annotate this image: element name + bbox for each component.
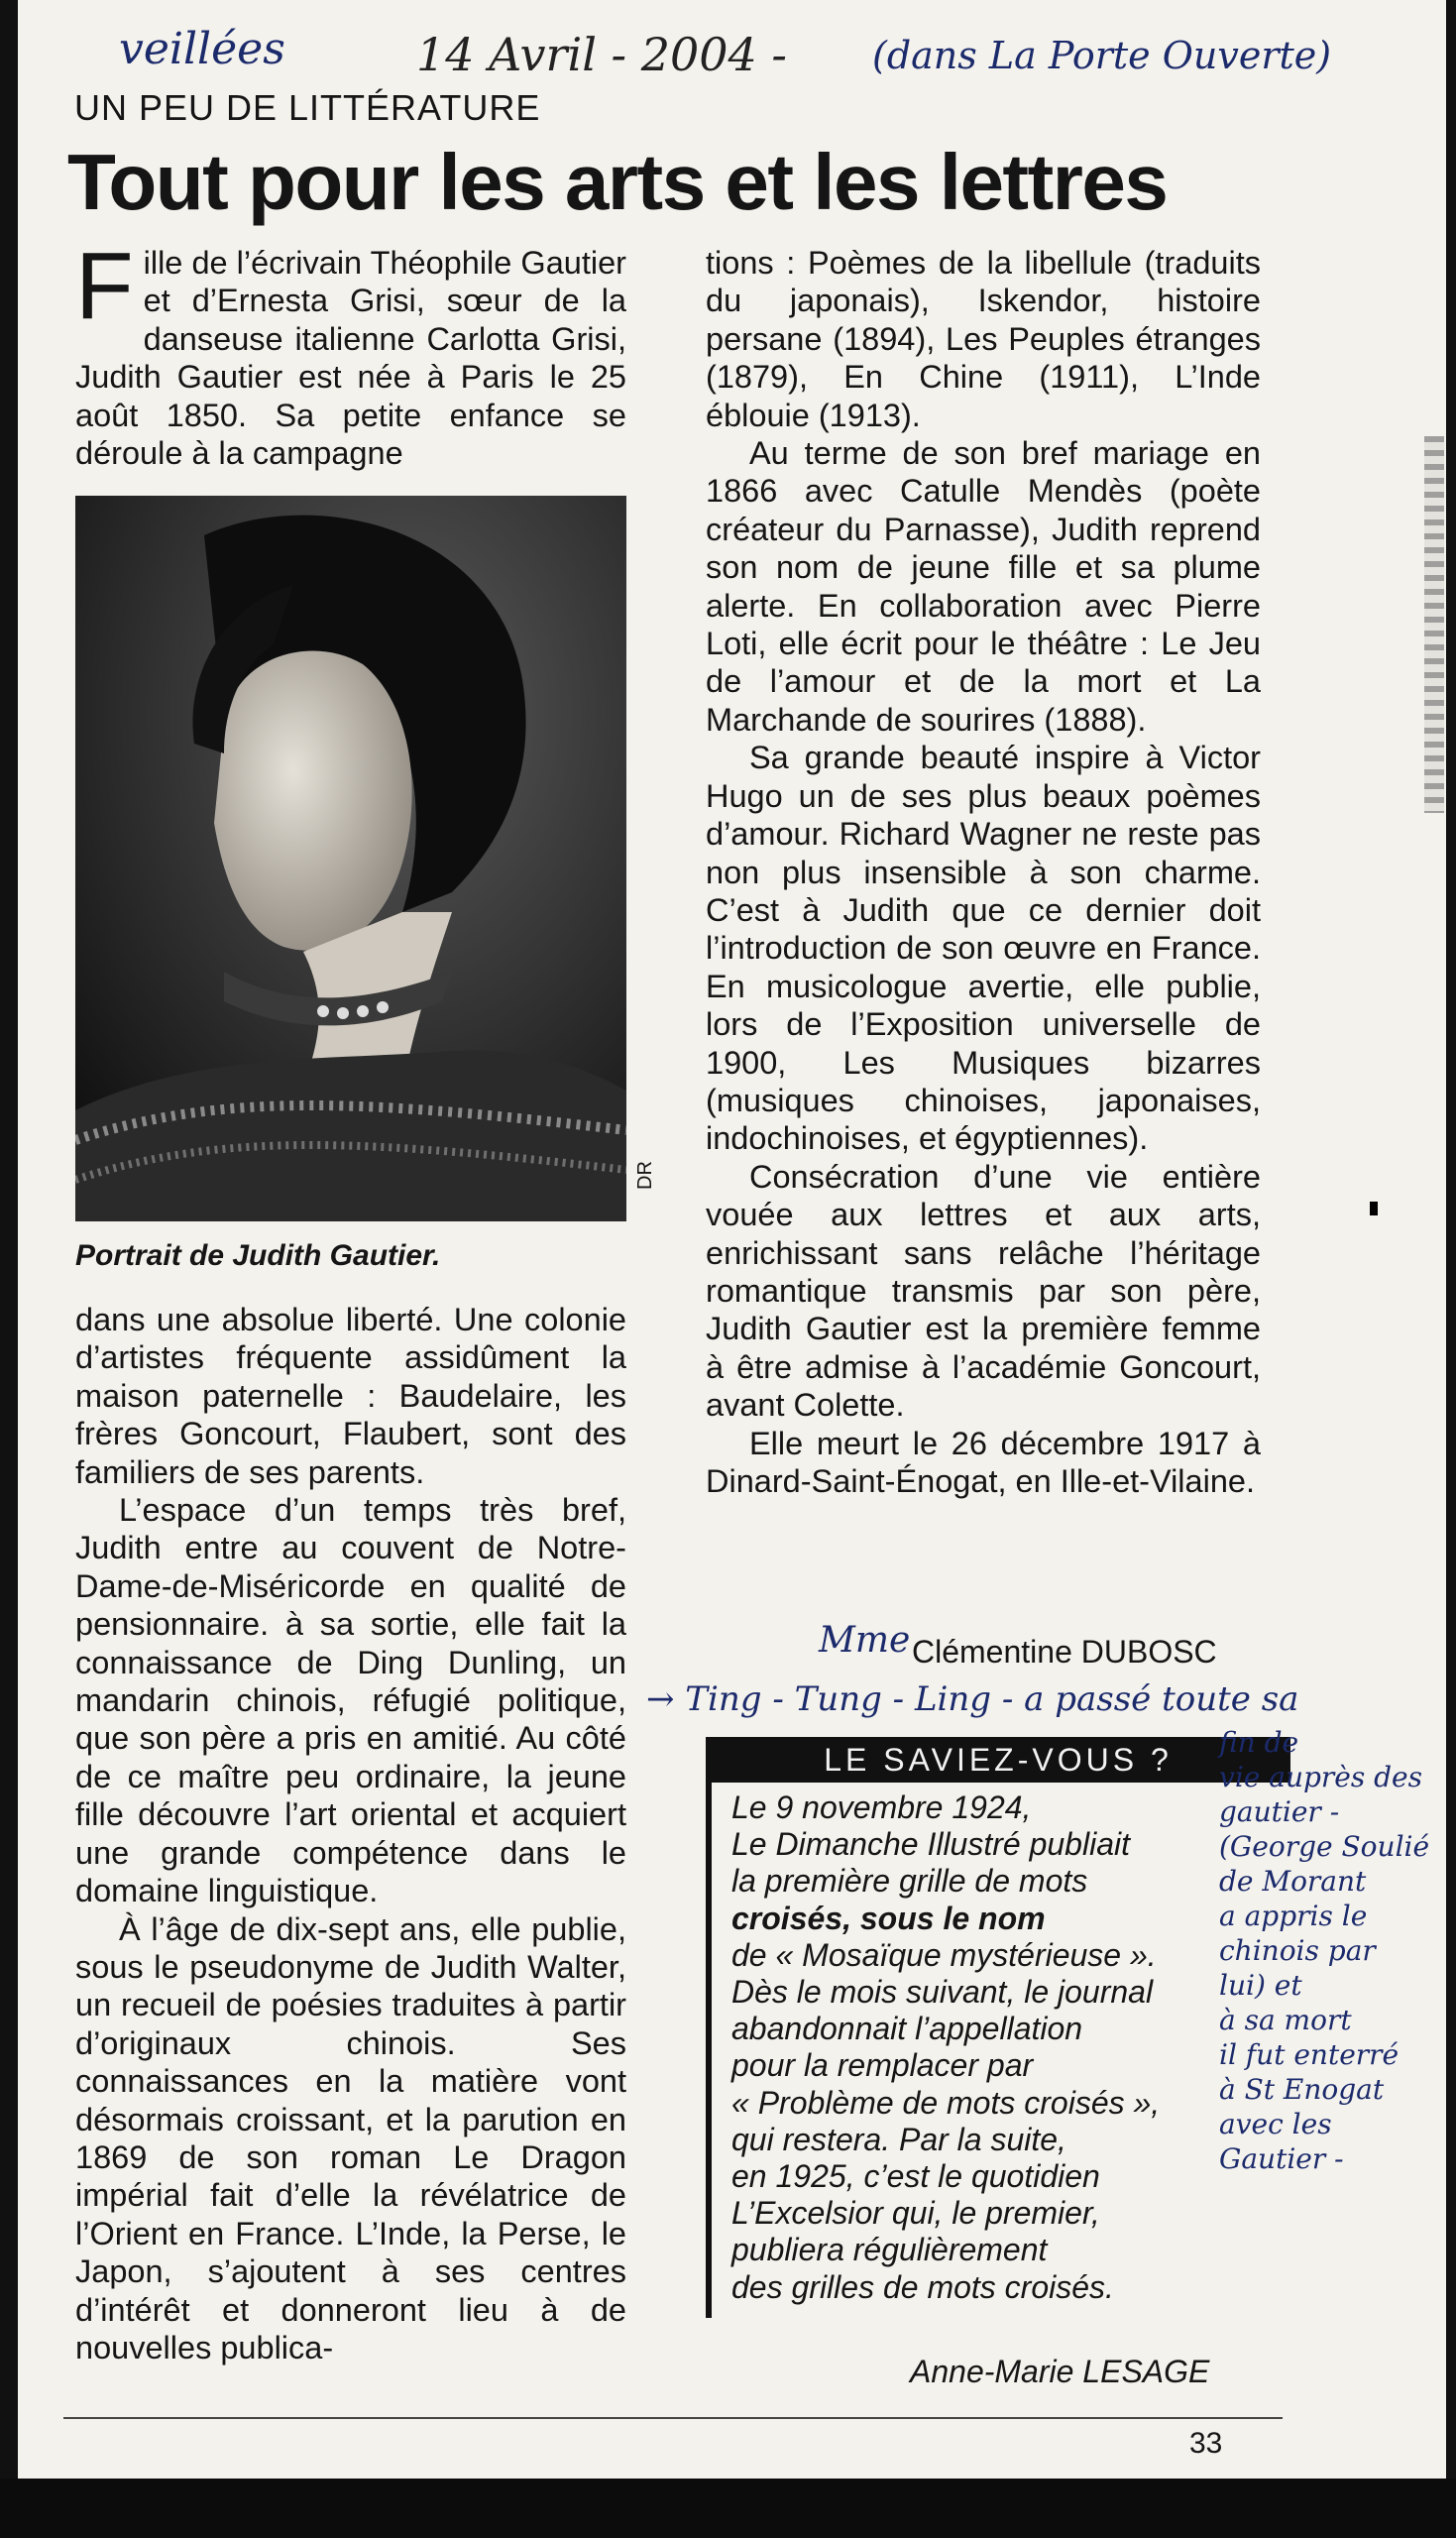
- intro-paragraph: ille de l’écrivain Théophile Gautier et d’Ernesta Grisi, sœur de la danseuse italienne Carlotta Grisi, Judith Gautier est née à Paris le 25 août 1850. Sa petite enfance se déroule à la campagne: [75, 245, 626, 472]
- bottom-rule: [63, 2417, 1283, 2419]
- handwritten-veillees: veillées: [119, 24, 285, 74]
- box-line: Dès le mois suivant, le journal: [731, 1974, 1154, 2011]
- paragraph: À l’âge de dix-sept ans, elle publie, sous le pseudonyme de Judith Walter, un recueil de poésies traduites à partir d’originaux chinois. Ses connaissances en la matière vont désormais croissant, et la parution en 1869 de son roman Le Dragon impérial fait d’elle la révélatrice de l’Orient en France. L’Inde, la Perse, le Japon, s’ajoutent à ses centres d’intérêt et donneront lieu à de nouvelles publica-: [75, 1910, 626, 2365]
- margin-note-line: Gautier -: [1219, 2142, 1344, 2175]
- box-line: abandonnait l’appellation: [731, 2011, 1083, 2047]
- handwritten-mme: Mme: [819, 1620, 911, 1661]
- handwritten-source-note: (dans La Porte Ouverte): [872, 34, 1332, 77]
- box-line: des grilles de mots croisés.: [731, 2268, 1114, 2305]
- sidebar-box-rule: [706, 1783, 712, 2318]
- paragraph: Au terme de son bref mariage en 1866 avec Catulle Mendès (poète créateur du Parnasse), Judith reprend son nom de jeune fille et sa plume alerte. En collaboration avec Pierre Loti, elle écrit pour le théâtre : Le Jeu de l’amour et de la mort et La Marchande de sourires (1888).: [706, 435, 1261, 738]
- box-line: L’Excelsior qui, le premier,: [731, 2195, 1100, 2232]
- scan-edge-left: [0, 0, 18, 2538]
- box-line: Le Dimanche Illustré publiait: [731, 1826, 1130, 1863]
- handwritten-margin-note: [1219, 1725, 1447, 2176]
- sidebar-box-body: [731, 1789, 1247, 2306]
- column-2: [706, 244, 1261, 1500]
- margin-note-line: gautier -: [1219, 1795, 1340, 1828]
- box-line: qui restera. Par la suite,: [731, 2121, 1066, 2157]
- column-1-intro: [75, 233, 626, 472]
- box-line: en 1925, c’est le quotidien: [731, 2158, 1100, 2195]
- photo-caption: Portrait de Judith Gautier.: [75, 1239, 441, 1272]
- paragraph: tions : Poèmes de la libellule (traduits du japonais), Iskendor, histoire persane (1894), Les Peuples étranges (1879), En Chine (1911), L’Inde éblouie (1913).: [706, 245, 1261, 433]
- portrait-photo: [75, 496, 626, 1221]
- section-kicker: UN PEU DE LITTÉRATURE: [74, 87, 541, 128]
- handwritten-arrow-note: → Ting - Tung - Ling - a passé toute sa: [646, 1679, 1299, 1719]
- margin-note-line: vie auprès des: [1219, 1761, 1422, 1793]
- article-signature: Clémentine DUBOSC: [912, 1634, 1217, 1670]
- box-line: la première grille de mots: [731, 1863, 1088, 1900]
- box-line: « Problème de mots croisés »,: [731, 2084, 1161, 2121]
- column-1-continued: [75, 1301, 626, 2366]
- print-mark: [1370, 1202, 1378, 1215]
- margin-note-line: de Morant: [1219, 1865, 1367, 1898]
- margin-note-line: il fut enterré: [1219, 2038, 1400, 2071]
- box-author: Anne-Marie LESAGE: [910, 2354, 1210, 2389]
- box-line: pour la remplacer par: [731, 2047, 1034, 2084]
- scan-edge-bottom: [0, 2479, 1456, 2538]
- photo-credit: DR: [634, 1161, 656, 1190]
- box-line: de « Mosaïque mystérieuse ».: [731, 1936, 1157, 1973]
- paragraph: dans une absolue liberté. Une colonie d’artistes fréquente assidûment la maison paternelle : Baudelaire, les frères Goncourt, Flaubert, sont des familiers de ses parents.: [75, 1302, 626, 1490]
- portrait-illustration: [75, 496, 626, 1221]
- margin-note-line: lui) et: [1219, 1969, 1302, 2002]
- scan-edge-right: [1446, 0, 1456, 2538]
- box-line: publiera régulièrement: [731, 2232, 1048, 2268]
- paper-fold-marks: [1424, 436, 1444, 813]
- margin-note-line: à sa mort: [1219, 2004, 1352, 2036]
- box-line: croisés, sous le nom: [731, 1900, 1046, 1936]
- margin-note-line: a appris le: [1219, 1900, 1368, 1932]
- sidebar-box-title: LE SAVIEZ-VOUS ?: [706, 1737, 1290, 1783]
- margin-note-line: à St Enogat: [1219, 2073, 1385, 2106]
- paragraph: L’espace d’un temps très bref, Judith entre au couvent de Notre-Dame-de-Miséricorde en qualité de pensionnaire. à sa sortie, elle fait la connaissance de Ding Dunling, un mandarin chinois, réfugié politique, que son père a pris en amitié. Au côté de ce maître peu ordinaire, la jeune fille découvre l’art oriental et acquiert une grande compétence dans le domaine linguistique.: [75, 1492, 626, 1909]
- drop-cap: F: [75, 233, 134, 339]
- page-number: 33: [1189, 2427, 1223, 2460]
- margin-note-line: avec les: [1219, 2108, 1332, 2140]
- margin-note-line: chinois par: [1219, 1934, 1376, 1967]
- paragraph: Elle meurt le 26 décembre 1917 à Dinard-Saint-Énogat, en Ille-et-Vilaine.: [706, 1425, 1261, 1499]
- article-headline: Tout pour les arts et les lettres: [67, 138, 1168, 226]
- paragraph: Consécration d’une vie entière vouée aux lettres et aux arts, enrichissant sans relâche l’héritage romantique transmis par son père, Judith Gautier est la première femme à être admise à l’académie Goncourt, avant Colette.: [706, 1158, 1261, 1424]
- paragraph: Sa grande beauté inspire à Victor Hugo un de ses plus beaux poèmes d’amour. Richard Wagner ne reste pas non plus insensible à son charme. C’est à Judith que ce dernier doit l’introduction de son œuvre en France. En musicologue avertie, elle publie, lors de l’Exposition universelle de 1900, Les Musiques bizarres (musiques chinoises, japonaises, indochinoises, et égyptiennes).: [706, 740, 1261, 1157]
- margin-note-line: fin de: [1219, 1726, 1299, 1759]
- box-line: Le 9 novembre 1924,: [731, 1789, 1032, 1825]
- handwritten-date: 14 Avril - 2004 -: [416, 28, 787, 81]
- margin-note-line: (George Soulié: [1219, 1830, 1430, 1863]
